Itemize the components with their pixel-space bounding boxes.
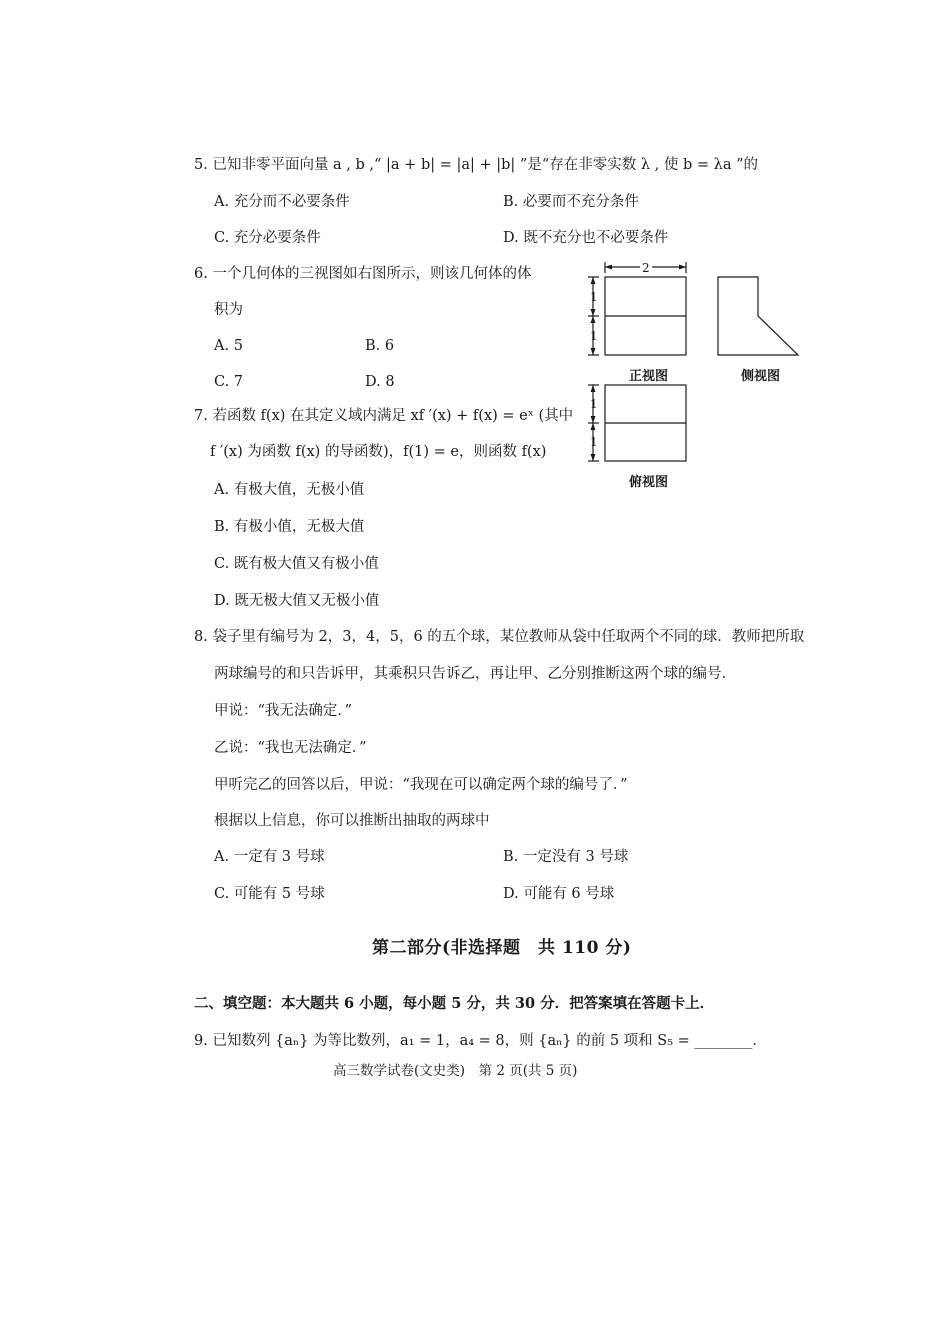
q5-stem: 5. 已知非零平面向量 a , b ,“ |a + b| = |a| + |b| ”是“存在非零实数 λ , 使 b = λa ”的: [194, 157, 758, 173]
front-view: [588, 262, 686, 355]
q8-option-d: D. 可能有 6 号球: [503, 886, 615, 902]
q5-option-a: A. 充分而不必要条件: [214, 194, 350, 210]
top-height-dim-1: 1: [590, 397, 598, 411]
q7-option-d: D. 既无极大值又无极小值: [214, 593, 380, 609]
q6-option-b: B. 6: [365, 338, 395, 354]
top-view-label: 俯视图: [629, 475, 669, 490]
q6-option-c: C. 7: [214, 374, 244, 390]
q6-option-d: D. 8: [365, 374, 395, 390]
q8-jia-statement-2: 甲听完乙的回答以后，甲说：“我现在可以确定两个球的编号了．”: [214, 777, 628, 793]
q7-stem-line2: f ′(x) 为函数 f(x) 的导函数)，f(1) = e，则函数 f(x): [210, 444, 547, 460]
q6-stem-line2: 积为: [214, 302, 243, 318]
q9-stem: 9. 已知数列 {aₙ} 为等比数列，a₁ = 1，a₄ = 8，则 {aₙ} 的前 5 项和 S₅ = ________．: [194, 1033, 767, 1049]
front-height-dim-2: 1: [590, 329, 598, 343]
q8-option-a: A. 一定有 3 号球: [214, 849, 325, 865]
front-view-label: 正视图: [629, 369, 669, 384]
q6-option-a: A. 5: [214, 338, 243, 354]
q8-yi-statement: 乙说：“我也无法确定．”: [214, 740, 367, 756]
q8-stem-line2: 两球编号的和只告诉甲，其乘积只告诉乙，再让甲、乙分别推断这两个球的编号．: [214, 666, 736, 682]
top-height-dim-2: 1: [590, 435, 598, 449]
q7-option-b: B. 有极小值，无极大值: [214, 519, 365, 535]
q8-option-b: B. 一定没有 3 号球: [503, 849, 629, 865]
q7-option-c: C. 既有极大值又有极小值: [214, 556, 379, 572]
q5-option-d: D. 既不充分也不必要条件: [503, 230, 669, 246]
q8-jia-statement-1: 甲说：“我无法确定．”: [214, 703, 353, 719]
q8-stem-line1: 8. 袋子里有编号为 2，3，4，5，6 的五个球，某位教师从袋中任取两个不同的球．教师把所取: [194, 629, 805, 645]
q7-stem-line1: 7. 若函数 f(x) 在其定义域内满足 xf ′(x) + f(x) = eˣ (其中: [194, 408, 574, 424]
front-height-dim-1: 1: [590, 290, 598, 304]
q8-option-c: C. 可能有 5 号球: [214, 886, 325, 902]
q8-ask: 根据以上信息，你可以推断出抽取的两球中: [214, 813, 490, 829]
fill-in-header: 二、填空题：本大题共 6 小题，每小题 5 分，共 30 分．把答案填在答题卡上．: [194, 995, 715, 1012]
front-width-dim: 2: [642, 261, 650, 275]
page-footer: 高三数学试卷(文史类) 第 2 页(共 5 页): [333, 1063, 578, 1079]
side-view: [718, 277, 798, 355]
q6-stem-line1: 6. 一个几何体的三视图如右图所示，则该几何体的体: [194, 266, 532, 282]
q7-option-a: A. 有极大值，无极小值: [214, 482, 365, 498]
top-view: [588, 385, 686, 461]
side-view-label: 侧视图: [741, 369, 781, 384]
q5-option-b: B. 必要而不充分条件: [503, 194, 639, 210]
part2-title: 第二部分(非选择题 共 110 分): [372, 938, 632, 958]
q5-option-c: C. 充分必要条件: [214, 230, 321, 246]
